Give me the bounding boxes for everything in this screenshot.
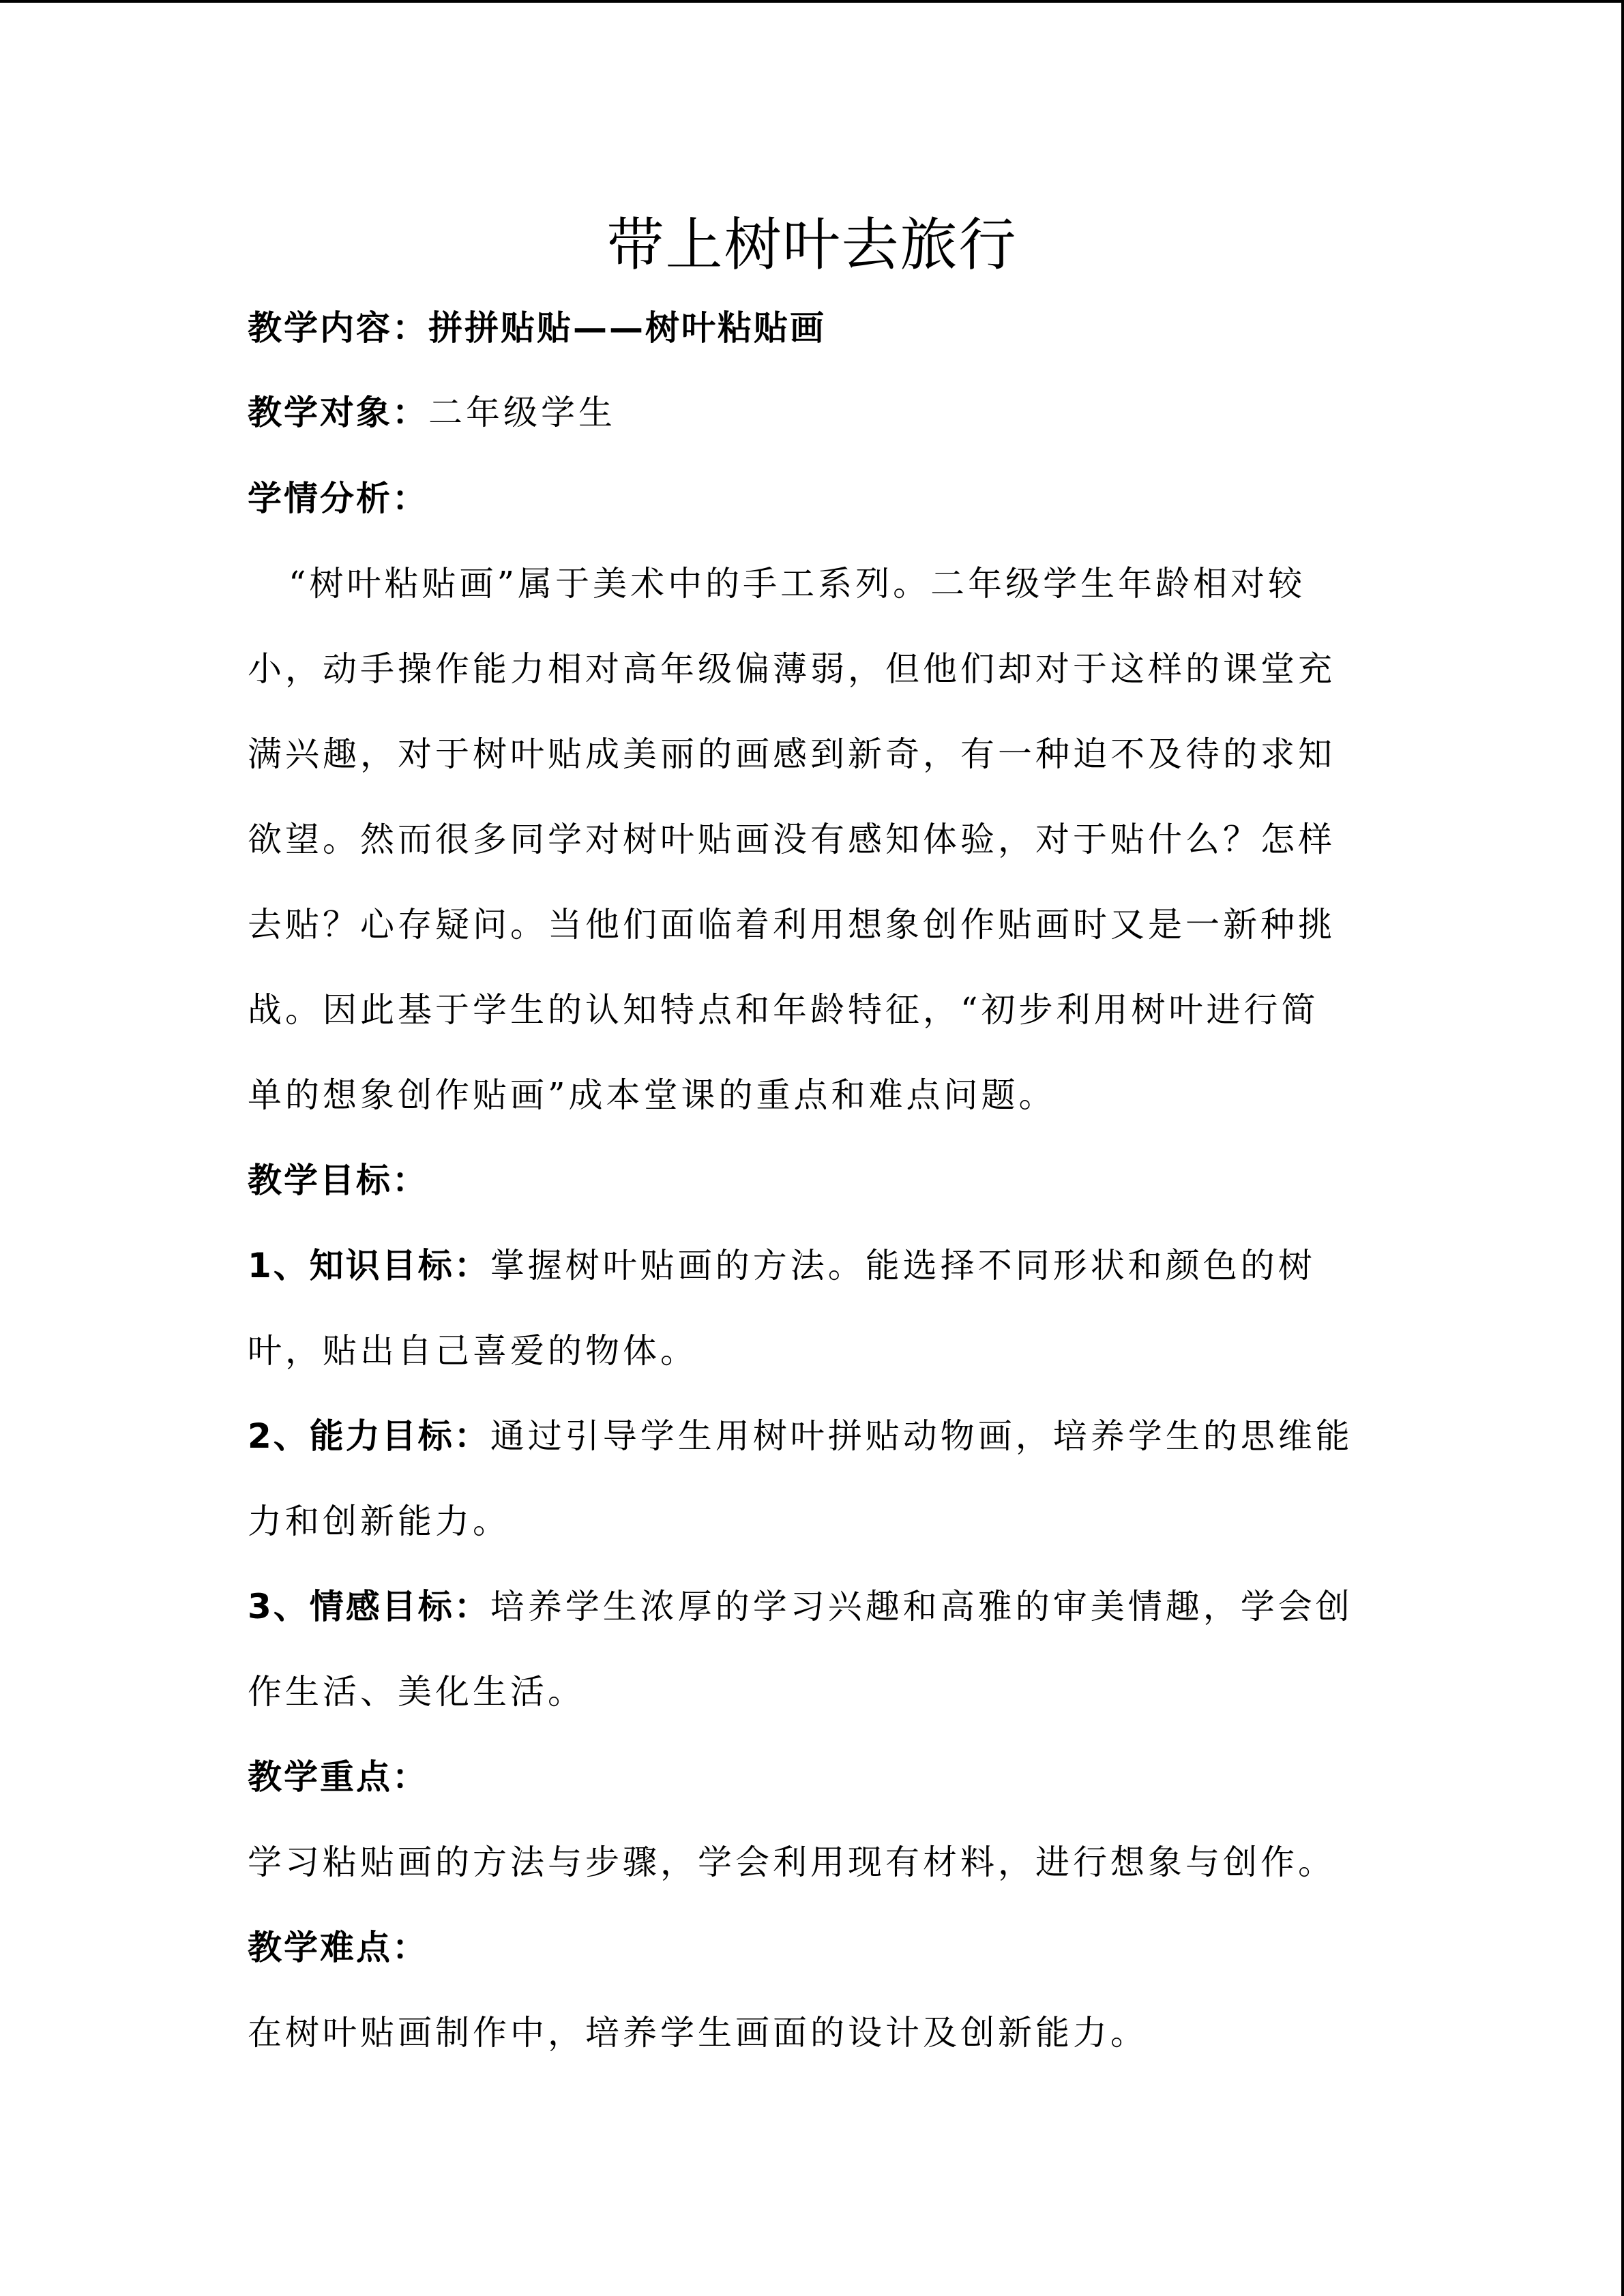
analysis-line: 满兴趣，对于树叶贴成美丽的画感到新奇，有一种迫不及待的求知	[248, 734, 1335, 774]
teaching-content-label: 教学内容：	[248, 308, 428, 348]
objective-emotion	[248, 1583, 1380, 1630]
analysis-line: 战。因此基于学生的认知特点和年龄特征，“初步利用树叶进行简	[248, 990, 1319, 1030]
teaching-content-value: 拼拼贴贴——树叶粘贴画	[428, 308, 826, 348]
difficulties-text: 在树叶贴画制作中，培养学生画面的设计及创新能力。	[248, 2013, 1148, 2053]
objective-ability	[248, 1412, 1380, 1460]
objective-knowledge-cont: 叶，贴出自己喜爱的物体。	[248, 1331, 698, 1371]
teaching-audience-row	[248, 389, 1380, 436]
key-points-heading: 教学重点：	[248, 1757, 428, 1797]
objectives-heading: 教学目标：	[248, 1161, 428, 1200]
analysis-line: 小，动手操作能力相对高年级偏薄弱，但他们却对于这样的课堂充	[248, 649, 1335, 689]
objective-text: 掌握树叶贴画的方法。能选择不同形状和颜色的树	[490, 1246, 1316, 1285]
teaching-audience-label: 教学对象：	[248, 393, 428, 432]
objective-label: 2、能力目标：	[248, 1416, 490, 1456]
document-title: 带上树叶去旅行	[606, 211, 1018, 278]
objective-text: 培养学生浓厚的学习兴趣和高雅的审美情趣，学会创	[490, 1587, 1353, 1626]
analysis-line: 欲望。然而很多同学对树叶贴画没有感知体验，对于贴什么？怎样	[248, 820, 1335, 859]
analysis-line: 去贴？心存疑问。当他们面临着利用想象创作贴画时又是一新种挑	[248, 905, 1335, 944]
objective-emotion-cont: 作生活、美化生活。	[248, 1672, 585, 1712]
difficulties-heading: 教学难点：	[248, 1928, 428, 1967]
objective-knowledge	[248, 1242, 1380, 1289]
objective-text: 通过引导学生用树叶拼贴动物画，培养学生的思维能	[490, 1416, 1353, 1456]
teaching-content-row	[248, 304, 1380, 352]
teaching-audience-value: 二年级学生	[428, 393, 616, 432]
analysis-line: “树叶粘贴画”属于美术中的手工系列。二年级学生年龄相对较	[289, 564, 1306, 603]
key-points-text: 学习粘贴画的方法与步骤，学会利用现有材料，进行想象与创作。	[248, 1843, 1335, 1882]
objective-ability-cont: 力和创新能力。	[248, 1502, 510, 1541]
objective-label: 1、知识目标：	[248, 1246, 490, 1285]
objective-label: 3、情感目标：	[248, 1587, 490, 1626]
analysis-line: 单的想象创作贴画”成本堂课的重点和难点问题。	[248, 1075, 1057, 1115]
analysis-heading: 学情分析：	[248, 479, 428, 518]
